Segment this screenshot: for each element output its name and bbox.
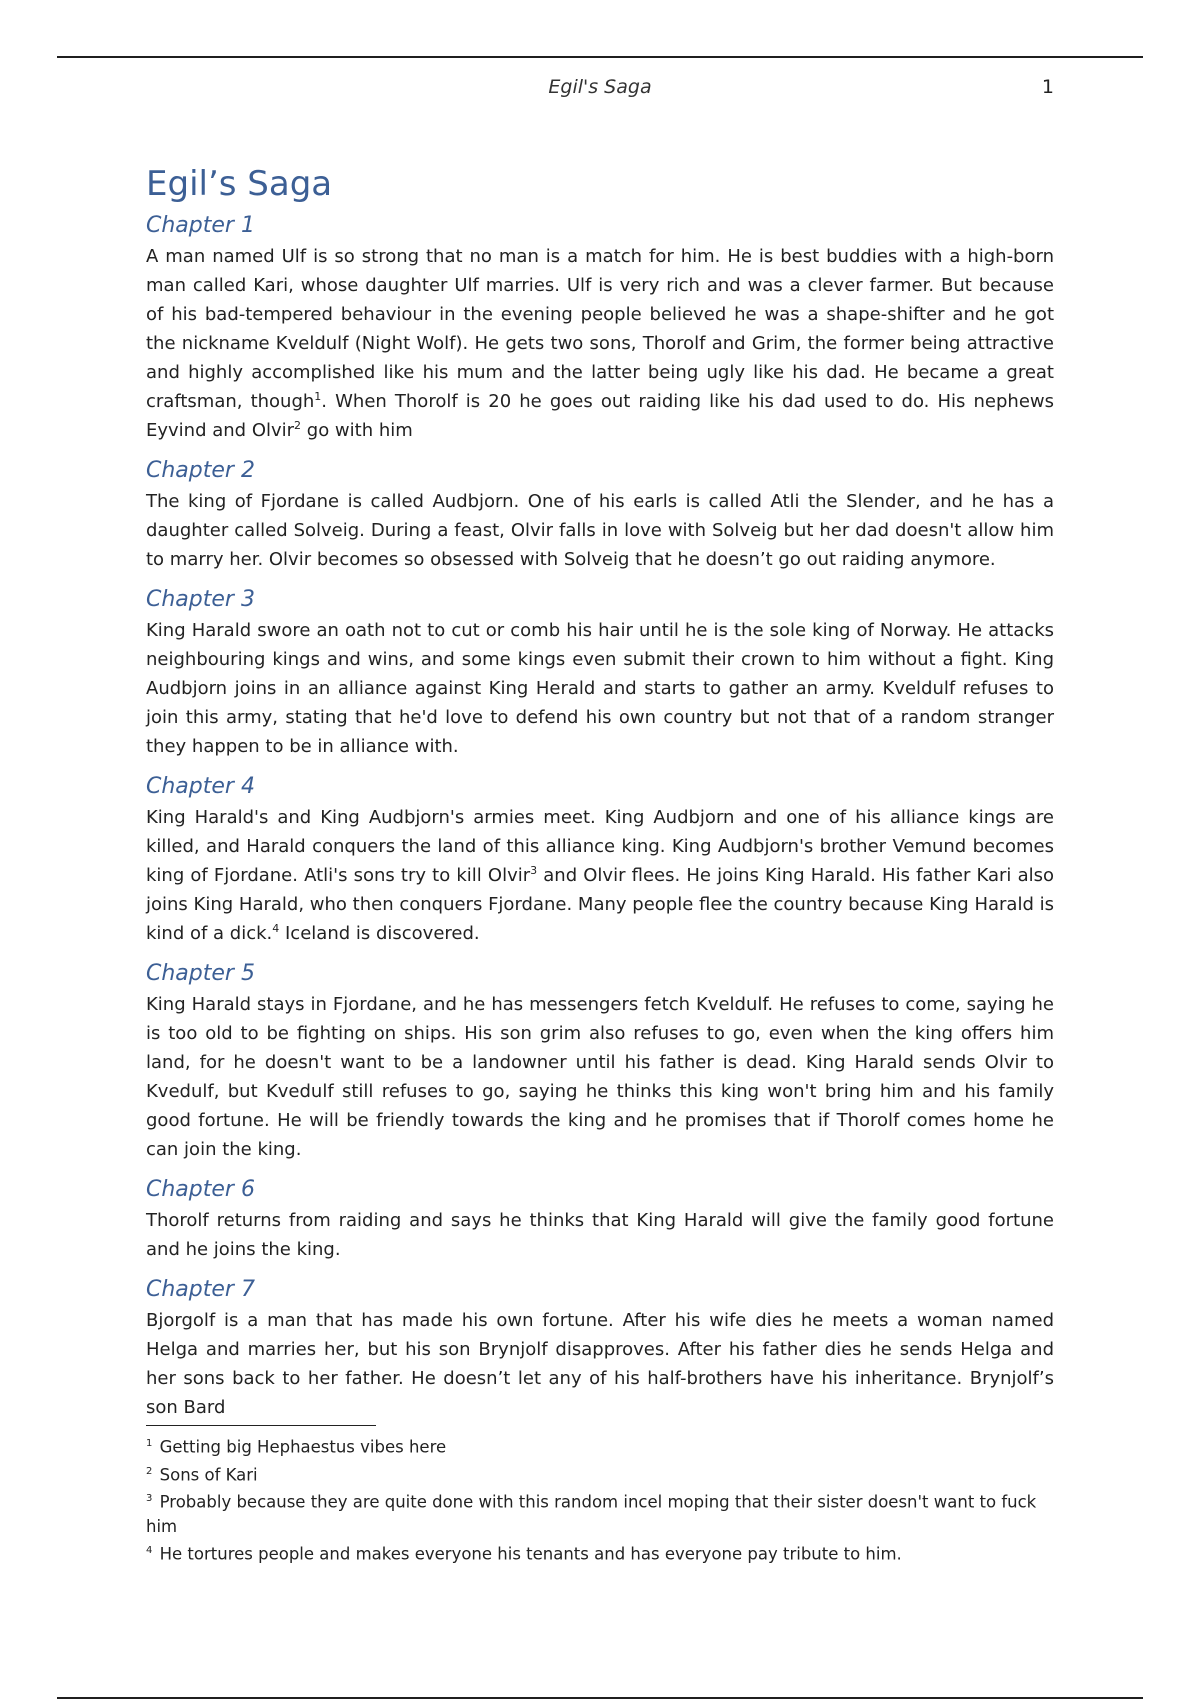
chapter-text: Bjorgolf is a man that has made his own fortune. After his wife dies he meets a woman named Helga and marries her, but his son Brynjolf disapproves. After his father dies he sends Helga and her sons back to her father. He doesn’t let any of his half-brothers have his inheritance. Brynjolf’s son Bard: [146, 1310, 1054, 1418]
header-rule: [57, 56, 1143, 58]
chapter-text: King Harald stays in Fjordane, and he has messengers fetch Kveldulf. He refuses to come, saying he is too old to be fighting on ships. His son grim also refuses to go, even when the king offers him land, for he doesn't want to be a landowner until his father is dead. King Harald sends Olvir to Kvedulf, but Kvedulf still refuses to go, saying he thinks this king won't bring him and his family good fortune. He will be friendly towards the king and he promises that if Thorolf comes home he can join the king.: [146, 994, 1054, 1160]
chapter-heading: Chapter 6: [146, 1177, 255, 1202]
chapter-1: [146, 210, 1054, 445]
footnote: $^2$ Sons of Kari: [146, 1465, 258, 1484]
chapter-5: [146, 958, 1054, 1164]
chapter-heading: Chapter 3: [146, 587, 255, 612]
chapter-heading: Chapter 1: [146, 213, 255, 238]
running-header: [146, 72, 1054, 102]
footnote-ref: 2: [294, 419, 302, 432]
footer-rule: [57, 1697, 1143, 1699]
chapter-heading: Chapter 2: [146, 458, 255, 483]
chapter-text: The king of Fjordane is called Audbjorn. One of his earls is called Atli the Slender, and he has a daughter called Solveig. During a feast, Olvir falls in love with Solveig but her dad doesn't allow him to marry her. Olvir becomes so obsessed with Solveig that he doesn’t go out raiding anymore.: [146, 491, 1054, 570]
chapter-heading: Chapter 5: [146, 961, 255, 986]
footnote-ref: 4: [272, 922, 280, 935]
chapter-3: [146, 584, 1054, 761]
footnote: $^3$ Probably because they are quite done with this random incel moping that their sister doesn't want to fuck him: [146, 1492, 1037, 1536]
footnote: $^1$ Getting big Hephaestus vibes here: [146, 1437, 447, 1457]
chapter-7: [146, 1274, 1054, 1422]
footnote-ref: 1: [314, 390, 322, 403]
chapter-text: A man named Ulf is so strong that no man is a match for him. He is best buddies with a high-born man called Kari, whose daughter Ulf marries. Ulf is very rich and was a clever farmer. But because of his bad-tempered behaviour in the evening people believed he was a shape-shifter and he got the nickname Kveldulf (Night Wolf). He gets two sons, Thorolf and Grim, the former being attractive and highly accomplished like his mum and the latter being ugly like his dad. He became a great craftsman, though$^1$. When Thorolf is 20 he goes out raiding like his dad used to do. His nephews Eyvind and Olvir$^2$ go with him: [146, 246, 1054, 441]
chapter-4: [146, 771, 1054, 948]
page-body: [146, 162, 1054, 1432]
footnotes: [146, 1425, 1054, 1566]
chapter-text: Thorolf returns from raiding and says he thinks that King Harald will give the family good fortune and he joins the king.: [146, 1210, 1054, 1260]
chapter-heading: Chapter 4: [146, 774, 255, 799]
chapter-heading: Chapter 7: [146, 1277, 255, 1302]
running-title: Egil's Saga: [548, 76, 652, 98]
chapter-text: King Harald swore an oath not to cut or comb his hair until he is the sole king of Norway. He attacks neighbouring kings and wins, and some kings even submit their crown to him without a fight. King Audbjorn joins in an alliance against King Herald and starts to gather an army. Kveldulf refuses to join this army, stating that he'd love to defend his own country but not that of a random stranger they happen to be in alliance with.: [146, 620, 1054, 757]
page-number: 1: [1041, 76, 1054, 98]
chapter-6: [146, 1174, 1054, 1264]
document-title: Egil’s Saga: [146, 164, 333, 204]
footnote: $^4$ He tortures people and makes everyone his tenants and has everyone pay tribute to him.: [146, 1544, 902, 1563]
footnote-ref: 3: [530, 864, 538, 877]
chapter-2: [146, 455, 1054, 574]
chapter-text: King Harald's and King Audbjorn's armies meet. King Audbjorn and one of his alliance kings are killed, and Harald conquers the land of this alliance king. King Audbjorn's brother Vemund becomes king of Fjordane. Atli's sons try to kill Olvir$^3$ and Olvir flees. He joins King Harald. His father Kari also joins King Harald, who then conquers Fjordane. Many people flee the country because King Harald is kind of a dick.$^4$ Iceland is discovered.: [146, 807, 1054, 944]
footnote-separator: [146, 1425, 376, 1426]
